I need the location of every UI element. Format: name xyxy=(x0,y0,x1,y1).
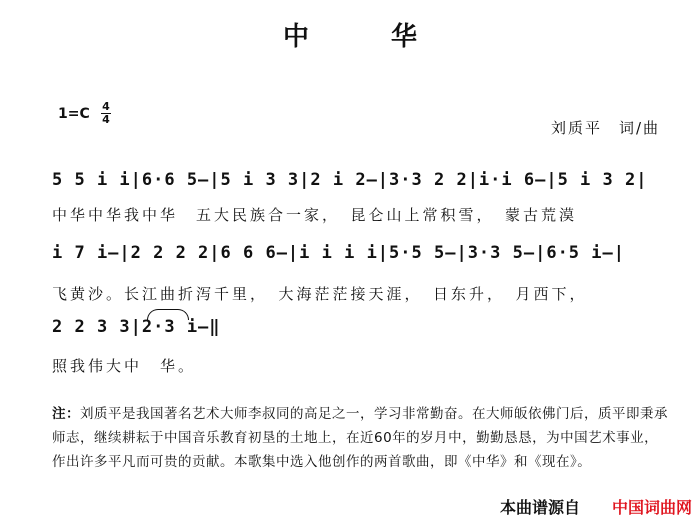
score-line-1-notes: 5 5 i i|6·6 5—|5 i 3 3|2 i 2—|3·3 2 2|i·i 6—|5 i 3 2| xyxy=(52,170,648,190)
source-site-link[interactable]: 中国词曲网 xyxy=(611,498,692,517)
key-signature: 1=C xyxy=(58,106,90,122)
score-line-3-lyrics: 照我伟大中 华。 xyxy=(52,357,197,375)
score-line-3-notes: 2 2 3 3|2·3 i—‖ xyxy=(52,317,221,337)
footnote-text: 刘质平是我国著名艺术大师李叔同的高足之一，学习非常勤奋。在大师皈依佛门后，质平即秉承师志，继续耕耘于中国音乐教育初垦的土地上，在近60年的岁月中，勤勤恳恳，为中国艺术事业，作出许多平凡而可贵的贡献。本歌集中选入他创作的两首歌曲，即《中华》和《现在》。 xyxy=(52,406,668,470)
score-line-2-lyrics: 飞黄沙。长江曲折泻千里， 大海茫茫接天涯， 日东升， 月西下， xyxy=(52,285,588,303)
time-signature xyxy=(100,101,112,126)
source-prefix: 本曲谱源自 xyxy=(499,498,580,517)
time-signature-top: 4 xyxy=(102,100,110,113)
time-signature-bottom: 4 xyxy=(102,113,110,126)
score-line-1-lyrics: 中华中华我中华 五大民族合一家， 昆仑山上常积雪， 蒙古荒漠 xyxy=(52,206,578,224)
footnote-label: 注： xyxy=(52,406,80,422)
page-title: 中 华 xyxy=(282,22,445,52)
author-credit: 刘质平 词/曲 xyxy=(550,119,660,137)
footnote xyxy=(52,402,672,474)
score-line-2-notes: i 7 i—|2 2 2 2|6 6 6—|i i i i|5·5 5—|3·3 5—|6·5 i—| xyxy=(52,243,625,263)
